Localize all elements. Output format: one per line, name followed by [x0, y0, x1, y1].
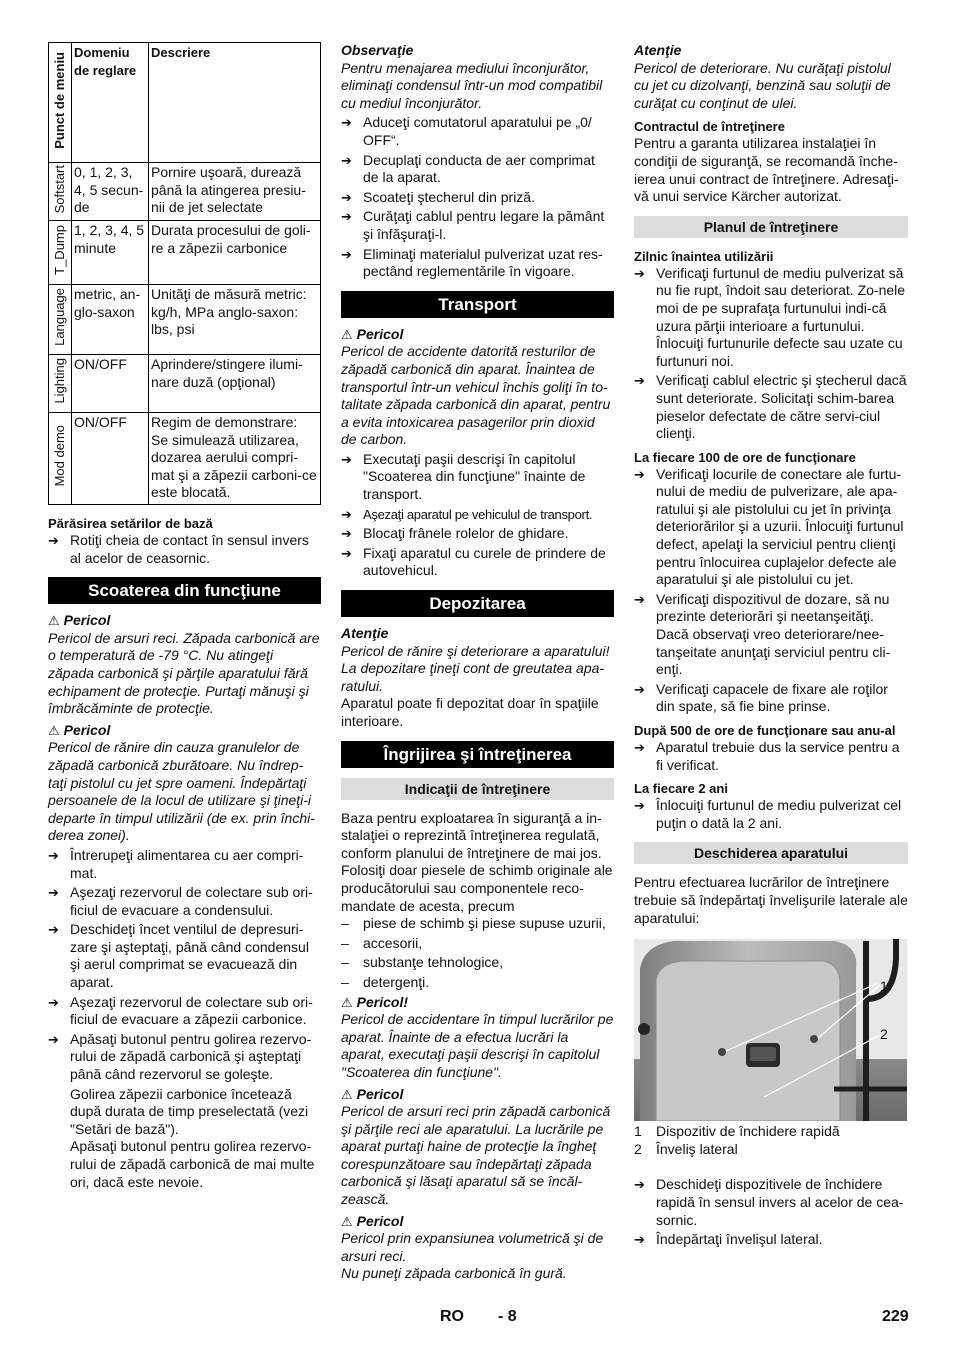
list-item: – accesorii, — [341, 934, 423, 951]
table-row: T_Dump 1, 2, 3, 4, 5 minute Durata procesului de goli-re a zăpezii carbonice — [49, 221, 321, 285]
warning-triangle-icon: ⚠ — [341, 326, 353, 342]
legend-item: 2 Înveliş lateral — [634, 1140, 738, 1157]
arrow-icon: ➔ — [341, 506, 352, 522]
list-item: ➔ Aşezaţi rezervorul de colectare sub ori-ficiul de evacuare a zăpezii carbonice. — [48, 993, 313, 1028]
contract-heading: Contractul de întreţinere — [634, 119, 785, 135]
arrow-icon: ➔ — [634, 265, 645, 281]
contract-text: Pentru a garanta utilizarea instalaţiei în condiţii de siguranţă, se recomandă înche-ierea unui contract de întreţinere. Adresaţi-vă unui service Kärcher autorizat. — [634, 135, 899, 205]
list-item: ➔ Verificaţi locurile de conectare ale furtu-nului de mediu de pulverizare, ale apa-ratului şi ale pistolului cu jet în privinţa deteriorărilor şi a uzurii. Înlocuiţi furtunul defect, apelaţi la serviciul pentru clienţi pentru înlocuirea cuplajelor defecte ale aparatului şi ale pistolului cu jet. — [634, 465, 904, 588]
danger-text: Pericol de arsuri reci prin zăpadă carbonică şi părţile reci ale aparatului. La lucrările pe aparat purtaţi haine de protecţie la îngheţ corespunzătoare sau îndepărtaţi zăpada carbonică şi lăsaţi aparatul să se încăl-zească. — [341, 1103, 611, 1208]
table-row: Softstart 0, 1, 2, 3, 4, 5 secun-de Pornire uşoară, durează până la atingerea presiu-nii de jet selectate — [49, 163, 321, 221]
list-item: ➔ Executaţi paşii descrişi în capitolul "Scoaterea din funcţiune" înainte de transport. — [341, 450, 586, 503]
arrow-icon: ➔ — [634, 591, 645, 607]
list-item: ➔ Fixaţi aparatul cu curele de prindere de autovehicul. — [341, 544, 606, 579]
arrow-icon: ➔ — [48, 533, 59, 548]
list-item: – piese de schimb şi piese supuse uzurii, — [341, 915, 606, 932]
table-header-menu-item: Punct de meniu — [49, 43, 72, 163]
list-item: – substanţe tehnologice, — [341, 954, 504, 971]
danger-label: ⚠ Pericol — [341, 325, 404, 342]
danger-label: ⚠ Pericol — [48, 612, 111, 629]
warning-triangle-icon: ⚠ — [341, 1213, 353, 1229]
list-item: ➔ Întrerupeţi alimentarea cu aer compri-mat. — [48, 846, 304, 881]
table-header-range: Domeniu de reglare — [72, 43, 149, 163]
list-item: ➔ Verificaţi capacele de fixare ale roţilor din spate, să fie bine prinse. — [634, 680, 888, 715]
daily-heading: Zilnic înaintea utilizării — [634, 248, 774, 264]
arrow-icon: ➔ — [634, 1177, 645, 1193]
warning-triangle-icon: ⚠ — [341, 1086, 353, 1102]
column-2 — [341, 42, 614, 1283]
danger-text: Pericol de arsuri reci. Zăpada carbonică are o temperatură de -79 °C. Nu atingeţi zăpada carbonică şi părţile aparatului fără echipament de protecţie. Purtaţi mănuşi şi îmbrăcăminte de protecţie. — [48, 629, 320, 717]
arrow-icon: ➔ — [341, 526, 352, 542]
arrow-icon: ➔ — [634, 681, 645, 697]
device-photo — [634, 939, 907, 1121]
footer-local-page: - 8 — [498, 1308, 517, 1325]
footer-page-number: 229 — [882, 1308, 909, 1325]
2years-heading: La fiecare 2 ani — [634, 781, 728, 797]
subsection-opening-device: Deschiderea aparatului — [634, 842, 908, 864]
column-3 — [634, 42, 908, 1251]
arrow-icon: ➔ — [341, 246, 352, 262]
warning-triangle-icon: ⚠ — [48, 722, 60, 738]
list-item: ➔ Rotiţi cheia de contact în sensul invers al acelor de ceasornic. — [48, 532, 309, 566]
arrow-icon: ➔ — [341, 545, 352, 561]
section-title-storage: Depozitarea — [341, 590, 614, 617]
note-text: Golirea zăpezii carbonice încetează după durata de timp preselectată (vezi "Setări de bază"). — [70, 1085, 309, 1137]
menu-settings-table — [48, 42, 321, 505]
table-row: Mod demo ON/OFF Regim de demonstrare: Se simulează utilizarea, dozarea aerului compri-mat şi a zăpezii carboni-ce este blocată. — [49, 413, 321, 505]
500h-heading: După 500 de ore de funcţionare sau anu-al — [634, 723, 896, 738]
list-item: ➔ Verificaţi furtunul de mediu pulverizat să nu fie rupt, îndoit sau deteriorat. Zo-nele moi de pe suprafaţa furtunului indi-că uzura părţii interioare a furtunului. Înlocuiţi furtunurile defecte sau uzate cu furtunuri noi. — [634, 264, 906, 369]
arrow-icon: ➔ — [634, 740, 645, 755]
section-title-care: Îngrijirea şi întreţinerea — [341, 741, 614, 768]
observation-text: Pentru menajarea mediului înconjurător, eliminaţi condensul într-un mod compatibil cu mediul înconjurător. — [341, 59, 603, 111]
section-title-shutdown: Scoaterea din funcţiune — [48, 577, 321, 604]
arrow-icon: ➔ — [341, 189, 352, 205]
legend-item: 1 Dispozitiv de închidere rapidă — [634, 1123, 840, 1140]
arrow-icon: ➔ — [634, 466, 645, 482]
observation-label: Observaţie — [341, 42, 414, 58]
danger-label: ⚠ Pericol! — [341, 993, 409, 1010]
danger-label: ⚠ Pericol — [341, 1085, 404, 1102]
footer-language: RO — [440, 1308, 464, 1325]
arrow-icon: ➔ — [48, 885, 59, 901]
list-item: ➔ Aduceţi comutatorul aparatului pe „0/ OFF“. — [341, 114, 592, 148]
leave-settings-heading: Părăsirea setărilor de bază — [48, 516, 213, 531]
arrow-icon: ➔ — [48, 847, 59, 863]
arrow-icon: ➔ — [341, 209, 352, 225]
list-item: ➔ Decuplaţi conducta de aer comprimat de la aparat. — [341, 151, 595, 186]
arrow-icon: ➔ — [634, 373, 645, 389]
arrow-icon: ➔ — [634, 1232, 645, 1248]
danger-text: Pericol de accidentare în timpul lucrărilor pe aparat. Înainte de a efectua lucrări la aparat, executaţi paşii descrişi în capitolul "Scoaterea din funcţiune". — [341, 1011, 614, 1080]
list-item: ➔ Deschideţi încet ventilul de depresuri-zare şi aşteptaţi, până când condensul şi aerul comprimat se evacuează din aparat. — [48, 921, 309, 991]
list-item: ➔ Blocaţi frânele rolelor de ghidare. — [341, 525, 569, 542]
list-item: ➔ Verificaţi dispozitivul de dozare, să nu prezinte deteriorări şi neetanşeităţi. Dacă observaţi vreo deteriorare/nee-tanşeitate anunţaţi serviciul pentru cli-enţi. — [634, 590, 891, 678]
column-1 — [48, 42, 321, 1191]
list-item: ➔ Îndepărtaţi învelişul lateral. — [634, 1231, 823, 1248]
arrow-icon: ➔ — [48, 922, 59, 938]
maintenance-text: Baza pentru exploatarea în siguranţă a in-stalaţiei o reprezintă întreţinerea regulată, conform planului de întreţinere de mai jos. Folosiţi doar piesele de schimb originale ale producătorului sau componentele reco-mandate de acesta, precum — [341, 809, 613, 914]
arrow-icon: ➔ — [341, 115, 352, 131]
danger-text: Pericol de accidente datorită resturilor de zăpadă carbonică din aparat. Înaintea de transportul într-un vehicul închis goliţi în to-talitate zăpada carbonică din aparat, pentru a evita intoxicarea pasagerilor prin dioxid de carbon. — [341, 343, 611, 448]
warning-triangle-icon: ⚠ — [341, 994, 353, 1010]
list-item: ➔ Verificaţi cablul electric şi ştecherul dacă sunt deteriorate. Solicitaţi schim-barea pieselor defectate de către servi-ciul clienţi. — [634, 372, 907, 442]
subsection-maintenance-plan: Planul de întreţinere — [634, 216, 908, 238]
note-text: Apăsaţi butonul pentru golirea rezervo-rului de zăpadă carbonică de mai multe ori, dacă este nevoie. — [70, 1138, 315, 1190]
list-item: ➔ Apăsaţi butonul pentru golirea rezervo-rului de zăpadă carbonică şi aşteptaţi până când rezervorul se goleşte. — [48, 1030, 312, 1083]
callout-1: 1 — [880, 978, 888, 995]
danger-text: Nu puneţi zăpada carbonică în gură. — [341, 1265, 567, 1282]
danger-label: ⚠ Pericol — [48, 721, 111, 738]
danger-text: Pericol de rănire din cauza granulelor de zăpadă carbonică zburătoare. Nu îndrep-taţi pistolul cu jet spre oameni. Îndepărtaţi persoanele de la locul de utilizare şi ţineţi-i departe în timpul utilizării (de ex. prin închi-derea zonei). — [48, 739, 315, 844]
list-item: ➔ Aşezaţi rezervorul de colectare sub ori-ficiul de evacuare a condensului. — [48, 884, 313, 918]
callout-2: 2 — [880, 1026, 888, 1043]
danger-text: Pericol prin expansiunea volumetrică şi de arsuri reci. — [341, 1230, 604, 1264]
attention-label: Atenţie — [341, 625, 389, 642]
opening-text: Pentru efectuarea lucrărilor de întreţinere trebuie să îndepărtaţi învelişurile laterale ale aparatului: — [634, 874, 908, 926]
attention-label: Atenţie — [634, 42, 682, 58]
storage-text: Aparatul poate fi depozitat doar în spaţiile interioare. — [341, 695, 599, 729]
table-header-description: Descriere — [149, 43, 321, 163]
list-item: ➔ Aparatul trebuie dus la service pentru a fi verificat. — [634, 739, 900, 773]
100h-heading: La fiecare 100 de ore de funcţionare — [634, 449, 856, 465]
table-row: Lighting ON/OFF Aprindere/stingere ilumi-nare duză (opţional) — [49, 355, 321, 413]
arrow-icon: ➔ — [341, 451, 352, 467]
list-item: ➔ Eliminaţi materialul pulverizat uzat res-pectând reglementările în vigoare. — [341, 245, 603, 280]
subsection-maintenance-notes: Indicaţii de întreţinere — [341, 778, 614, 800]
table-row: Language metric, an-glo-saxon Unităţi de măsură metric: kg/h, MPa anglo-saxon: lbs, psi — [49, 285, 321, 355]
attention-text: Pericol de deteriorare. Nu curăţaţi pistolul cu jet cu dizolvanţi, benzină sau soluţii de curăţat cu conţinut de ulei. — [634, 59, 891, 111]
list-item: ➔ Aşezaţi aparatul pe vehiculul de transport. — [341, 506, 593, 522]
list-item: ➔ Curăţaţi cablul pentru legare la pământ şi înfăşuraţi-l. — [341, 208, 605, 242]
list-item: – detergenţi. — [341, 973, 430, 990]
arrow-icon: ➔ — [48, 994, 59, 1010]
list-item: ➔ Deschideţi dispozitivele de închidere rapidă în sensul invers al acelor de cea-sornic. — [634, 1176, 904, 1228]
attention-text: Pericol de rănire şi deteriorare a aparatului! La depozitare ţineţi cont de greutatea apa-ratului. — [341, 642, 610, 694]
arrow-icon: ➔ — [341, 152, 352, 168]
arrow-icon: ➔ — [48, 1031, 59, 1047]
arrow-icon: ➔ — [634, 798, 645, 814]
list-item: ➔ Înlocuiţi furtunul de mediu pulverizat cel puţin o dată la 2 ani. — [634, 797, 902, 831]
danger-label: ⚠ Pericol — [341, 1212, 404, 1229]
warning-triangle-icon: ⚠ — [48, 613, 60, 629]
section-title-transport: Transport — [341, 291, 614, 318]
list-item: ➔ Scoateţi ştecherul din priză. — [341, 188, 535, 205]
